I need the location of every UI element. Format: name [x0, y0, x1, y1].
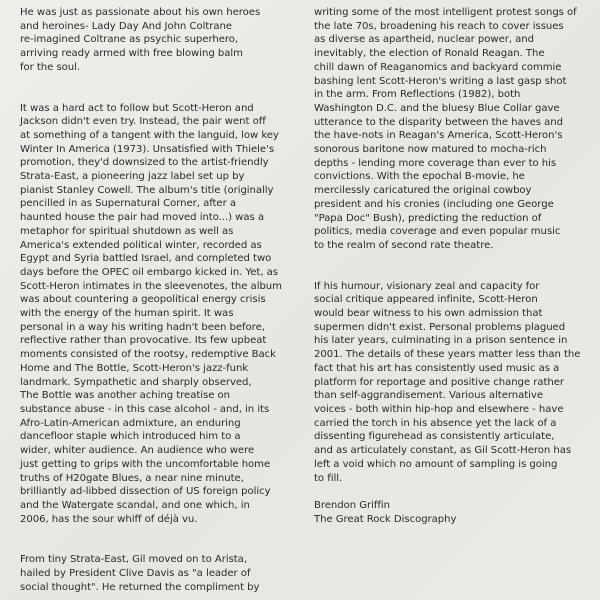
text-line: pencilled in as Supernatural Corner, after a: [20, 198, 236, 210]
paragraph-1: [314, 6, 586, 253]
text-line: and as articulately constant, as Gil Scott-Heron has: [314, 445, 572, 457]
text-line: "Papa Doc" Bush), predicting the reduction of: [314, 212, 542, 224]
right-column: [314, 6, 586, 526]
text-line: mercilessly caricatured the original cowboy: [314, 185, 532, 197]
text-line: pianist Stanley Cowell. The album's title (originally: [20, 184, 274, 196]
text-line: hailed by President Clive Davis as "a leader of: [20, 568, 251, 580]
text-line: with the energy of the human spirit. It was: [20, 308, 234, 320]
text-line: America's extended political winter, recorded as: [20, 239, 262, 251]
text-line: personal in a way his writing hadn't been before,: [20, 321, 265, 333]
text-line: He was just as passionate about his own heroes: [20, 7, 261, 18]
text-line: Afro-Latin-American admixture, an enduring: [20, 417, 241, 429]
text-line: wider, whiter audience. An audience who were: [20, 445, 255, 457]
text-line: arriving ready armed with free blowing balm: [20, 48, 243, 60]
text-line: 2001. The details of these years matter less than the: [314, 349, 581, 361]
text-line: and the Watergate scandal, and one which, in: [20, 499, 250, 511]
text-line: and heroines- Lady Day And John Coltrane: [20, 20, 232, 32]
author-name: Brendon Griffin: [314, 499, 390, 511]
text-line: inevitably, the election of Ronald Reagan. The: [314, 48, 545, 60]
text-line: social thought". He returned the compliment by: [20, 581, 260, 593]
text-line: haunted house the pair had moved into...) was a: [20, 212, 265, 224]
text-line: substance abuse - in this case alcohol - and, in its: [20, 403, 270, 415]
text-line: writing some of the most intelligent protest songs of: [314, 7, 577, 18]
text-line: Scott-Heron intimates in the sleevenotes, the album: [20, 280, 282, 292]
text-line: reflective rather than provocative. Its few upbeat: [20, 335, 267, 347]
text-line: fact that his art has consistently used music as a: [314, 362, 560, 374]
text-line: The Bottle was another aching treatise on: [20, 390, 231, 402]
text-line: days before the OPEC oil embargo kicked in. Yet, as: [20, 266, 278, 278]
paragraph-3: [20, 553, 296, 594]
text-line: dancefloor staple which introduced him to a: [20, 431, 241, 443]
author-credit: [314, 499, 586, 526]
text-line: convictions. With the epochal B-movie, he: [314, 171, 525, 183]
text-line: From tiny Strata-East, Gil moved on to Arista,: [20, 554, 247, 566]
text-line: sonorous baritone now matured to mocha-rich: [314, 144, 547, 156]
text-line: in the arm. From Reflections (1982), both: [314, 89, 521, 101]
text-line: left a void which no amount of sampling is going: [314, 458, 558, 470]
text-line: than self-aggrandisement. Various alternative: [314, 390, 543, 402]
text-line: 2006, has the sour whiff of déjà vu.: [20, 513, 198, 525]
text-line: the late 70s, broadening his reach to cover issues: [314, 20, 564, 32]
paragraph-1: [20, 6, 296, 75]
text-line: utterance to the disparity between the haves and: [314, 116, 563, 128]
text-line: moments consisted of the rootsy, redemptive Back: [20, 349, 276, 361]
text-line: just getting to grips with the uncomfortable home: [20, 458, 271, 470]
text-line: platform for reportage and positive change rather: [314, 376, 564, 388]
text-line: Winter In America (1973). Unsatisfied with Thiele's: [20, 143, 275, 155]
text-line: If his humour, visionary zeal and capacity for: [314, 280, 540, 292]
paragraph-2: [20, 102, 296, 527]
text-line: politics, media coverage and even popular music: [314, 226, 561, 238]
text-line: to fill.: [314, 472, 343, 484]
text-line: would bear witness to his own admission that: [314, 308, 543, 320]
text-line: voices - both within hip-hop and elsewhere - have: [314, 403, 564, 415]
text-line: carried the torch in his absence yet the lack of a: [314, 417, 557, 429]
text-line: brilliantly ad-libbed dissection of US foreign policy: [20, 486, 271, 498]
text-line: dissenting figurehead as consistently articulate,: [314, 431, 555, 443]
text-line: Strata-East, a pioneering jazz label set up by: [20, 171, 245, 183]
text-line: Washington D.C. and the bluesy Blue Collar gave: [314, 102, 560, 114]
text-line: president and his cronies (including one George: [314, 198, 554, 210]
text-line: metaphor for spiritual shutdown as well as: [20, 225, 234, 237]
text-line: It was a hard act to follow but Scott-Heron and: [20, 102, 254, 114]
text-line: at something of a tangent with the languid, low key: [20, 129, 279, 141]
text-line: social critique appeared infinite, Scott-Heron: [314, 294, 538, 306]
text-line: Jackson didn't even try. Instead, the pair went off: [20, 116, 266, 128]
publication-name: The Great Rock Discography: [314, 513, 457, 525]
text-line: Home and The Bottle, Scott-Heron's jazz-funk: [20, 362, 249, 374]
text-line: landmark. Sympathetic and sharply observed,: [20, 376, 252, 388]
text-line: re-imagined Coltrane as psychic superhero,: [20, 34, 239, 46]
text-line: promotion, they'd downsized to the artist-friendly: [20, 157, 269, 169]
text-line: chill dawn of Reaganomics and backyard commie: [314, 61, 562, 73]
text-line: as diverse as apartheid, nuclear power, and: [314, 34, 535, 46]
text-line: to the realm of second rate theatre.: [314, 239, 494, 251]
left-column: [20, 6, 296, 594]
text-line: depths - lending more coverage than ever to his: [314, 157, 557, 169]
text-line: for the soul.: [20, 61, 81, 73]
text-line: supermen didn't exist. Personal problems plagued: [314, 321, 566, 333]
text-line: was about countering a geopolitical energy crisis: [20, 294, 266, 306]
text-line: the have-nots in Reagan's America, Scott-Heron's: [314, 130, 563, 142]
paragraph-2: [314, 280, 586, 486]
text-line: Egypt and Syria battled Israel, and completed two: [20, 253, 272, 265]
text-line: bashing lent Scott-Heron's writing a last gasp shot: [314, 75, 567, 87]
text-line: truths of H20gate Blues, a near nine minute,: [20, 472, 244, 484]
text-line: his later years, culminating in a prison sentence in: [314, 335, 568, 347]
